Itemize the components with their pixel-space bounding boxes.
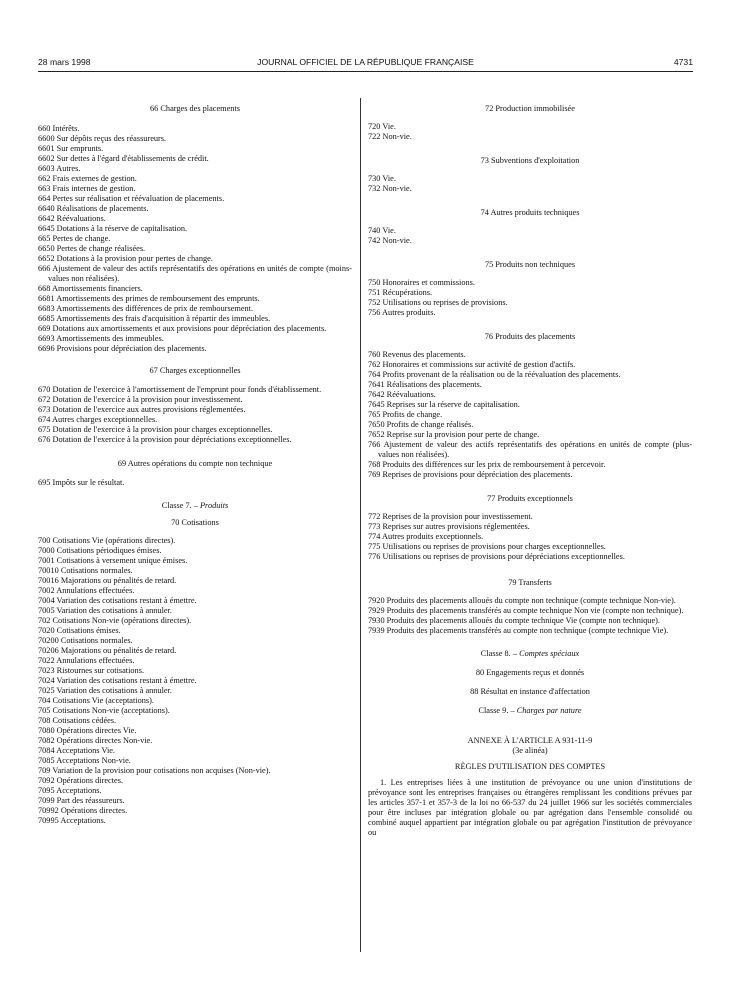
section-74-title: 74 Autres produits techniques bbox=[480, 208, 580, 217]
account-entry: 6600 Sur dépôts reçus des réassureurs. bbox=[38, 134, 167, 143]
classe-9-name: Charges par nature bbox=[516, 706, 582, 715]
account-entry: 7642 Réévaluations. bbox=[368, 390, 436, 399]
classe-8-name: Comptes spéciaux bbox=[519, 649, 580, 658]
account-entry: 666 Ajustement de valeur des actifs représentatifs des opérations en unités de compte (moins-values non réalisées). bbox=[38, 264, 352, 283]
account-entry: 7002 Annulations effectuées. bbox=[38, 586, 135, 595]
account-entry: 663 Frais internes de gestion. bbox=[38, 184, 136, 193]
account-entry: 7929 Produits des placements transférés au compte technique Non vie (compte non technique). bbox=[368, 606, 684, 615]
classe-9-prefix: Classe 9. – bbox=[478, 706, 517, 715]
account-entry: 730 Vie. bbox=[368, 174, 396, 183]
section-79-title: 79 Transferts bbox=[508, 578, 552, 587]
section-66-title: 66 Charges des placements bbox=[150, 104, 240, 113]
section-79-list bbox=[368, 596, 692, 636]
account-entry: 7099 Part des réassureurs. bbox=[38, 796, 125, 805]
annexe-heading: RÈGLES D'UTILISATION DES COMPTES bbox=[454, 762, 606, 771]
account-entry: 751 Récupérations. bbox=[368, 288, 433, 297]
account-entry: 7652 Reprise sur la provision pour perte de change. bbox=[368, 430, 540, 439]
account-entry: 672 Dotation de l'exercice à la provision pour investissement. bbox=[38, 395, 243, 404]
section-74-list bbox=[368, 226, 692, 246]
account-entry: 6683 Amortissements des différences de prix de remboursement. bbox=[38, 304, 254, 313]
annexe-paragraph: 1. Les entreprises liées à une institution de prévoyance ou une union d'institutions de prévoyance sont les entreprises françaises ou étrangères remplissant les conditions prévues par les articles 357-1 et 357-3 de la loi no 66-537 du 24 juillet 1966 sur les sociétés commerciales pour être incluses par intégration globale ou par agrégation dans l'ensemble consolidé ou combiné auquel appartient par intégration globale ou par agrégation l'institution de prévoyance ou bbox=[368, 778, 692, 837]
account-entry: 7939 Produits des placements transférés au compte non technique (compte technique Vie). bbox=[368, 626, 669, 635]
section-73-title: 73 Subventions d'exploitation bbox=[480, 156, 580, 165]
account-entry: 670 Dotation de l'exercice à l'amortissement de l'emprunt pour fonds d'établissement. bbox=[38, 385, 322, 394]
section-73-list bbox=[368, 174, 692, 194]
account-entry: 6640 Réalisations de placements. bbox=[38, 204, 149, 213]
account-entry: 660 Intérêts. bbox=[38, 124, 80, 133]
page-header bbox=[38, 57, 693, 71]
account-entry: 662 Frais externes de gestion. bbox=[38, 174, 137, 183]
account-entry: 7020 Cotisations émises. bbox=[38, 626, 121, 635]
account-entry: 7920 Produits des placements alloués du compte non technique (compte technique Non-vie). bbox=[368, 596, 676, 605]
account-entry: 766 Ajustement de valeur des actifs représentatifs des opérations en unités de compte (plus-values non réalisées). bbox=[368, 440, 692, 459]
account-entry: 70995 Acceptations. bbox=[38, 816, 106, 825]
right-column bbox=[368, 104, 692, 838]
classe-9-heading bbox=[368, 706, 692, 716]
account-entry: 695 Impôts sur le résultat. bbox=[38, 478, 125, 487]
account-entry: 675 Dotation de l'exercice à la provision pour charges exceptionnelles. bbox=[38, 425, 273, 434]
account-entry: 6650 Pertes de change réalisées. bbox=[38, 244, 146, 253]
account-entry: 732 Non-vie. bbox=[368, 184, 412, 193]
account-entry: 765 Profits de change. bbox=[368, 410, 443, 419]
account-entry: 7645 Reprises sur la réserve de capitalisation. bbox=[368, 400, 520, 409]
account-entry: 7650 Profits de change réalisés. bbox=[368, 420, 474, 429]
section-70-title: 70 Cotisations bbox=[171, 518, 219, 527]
account-entry: 752 Utilisations ou reprises de provisions. bbox=[368, 298, 508, 307]
account-entry: 756 Autres produits. bbox=[368, 308, 436, 317]
account-entry: 772 Reprises de la provision pour investissement. bbox=[368, 512, 533, 521]
account-entry: 7005 Variation des cotisations à annuler. bbox=[38, 606, 172, 615]
account-entry: 7085 Acceptations Non-vie. bbox=[38, 756, 131, 765]
account-entry: 70010 Cotisations normales. bbox=[38, 566, 133, 575]
annexe-title: ANNEXE À L'ARTICLE A 931-11-9 bbox=[467, 736, 593, 745]
account-entry: 7084 Acceptations Vie. bbox=[38, 746, 116, 755]
section-76-title: 76 Produits des placements bbox=[484, 332, 576, 341]
account-entry: 6602 Sur dettes à l'égard d'établissements de crédit. bbox=[38, 154, 209, 163]
account-entry: 6601 Sur emprunts. bbox=[38, 144, 104, 153]
account-entry: 7092 Opérations directes. bbox=[38, 776, 124, 785]
account-entry: 6685 Amortissements des frais d'acquisition à répartir des immeubles. bbox=[38, 314, 271, 323]
section-76-list bbox=[368, 350, 692, 480]
account-entry: 760 Revenus des placements. bbox=[368, 350, 466, 359]
section-69-list bbox=[38, 478, 352, 488]
account-entry: 7022 Annulations effectuées. bbox=[38, 656, 135, 665]
account-entry: 773 Reprises sur autres provisions réglementées. bbox=[368, 522, 530, 531]
account-entry: 7025 Variation des cotisations à annuler. bbox=[38, 686, 172, 695]
account-entry: 6652 Dotations à la provision pour pertes de change. bbox=[38, 254, 213, 263]
account-entry: 6681 Amortissements des primes de remboursement des emprunts. bbox=[38, 294, 260, 303]
section-77-title: 77 Produits exceptionnels bbox=[487, 494, 573, 503]
account-entry: 775 Utilisations ou reprises de provisions pour charges exceptionnelles. bbox=[368, 542, 606, 551]
account-entry: 7024 Variation des cotisations restant à émettre. bbox=[38, 676, 197, 685]
section-67-list bbox=[38, 385, 352, 445]
annexe-subtitle: (3e alinéa) bbox=[512, 746, 548, 755]
account-entry: 704 Cotisations Vie (acceptations). bbox=[38, 696, 154, 705]
account-entry: 700 Cotisations Vie (opérations directes). bbox=[38, 536, 176, 545]
section-75-list bbox=[368, 278, 692, 318]
account-entry: 776 Utilisations ou reprises de provisions pour dépréciations exceptionnelles. bbox=[368, 552, 625, 561]
account-entry: 676 Dotation de l'exercice à la provision pour dépréciations exceptionnelles. bbox=[38, 435, 292, 444]
column-divider bbox=[360, 98, 361, 952]
classe-8-heading bbox=[368, 649, 692, 659]
account-entry: 709 Variation de la provision pour cotisations non acquises (Non-vie). bbox=[38, 766, 271, 775]
account-entry: 769 Reprises de provisions pour dépréciation des placements. bbox=[368, 470, 573, 479]
account-entry: 665 Pertes de change. bbox=[38, 234, 111, 243]
account-entry: 750 Honoraires et commissions. bbox=[368, 278, 475, 287]
classe-7-name: Produits bbox=[199, 501, 229, 510]
section-77-list bbox=[368, 512, 692, 562]
section-72-title: 72 Production immobilisée bbox=[485, 104, 575, 113]
account-entry: 70992 Opérations directes. bbox=[38, 806, 128, 815]
account-entry: 70206 Majorations ou pénalités de retard. bbox=[38, 646, 177, 655]
account-entry: 6645 Dotations à la réserve de capitalisation. bbox=[38, 224, 188, 233]
account-entry: 7023 Ristournes sur cotisations. bbox=[38, 666, 145, 675]
account-entry: 7004 Variation des cotisations restant à émettre. bbox=[38, 596, 197, 605]
account-entry: 702 Cotisations Non-vie (opérations directes). bbox=[38, 616, 192, 625]
account-entry: 7930 Produits des placements alloués du compte technique Vie (compte non technique). bbox=[368, 616, 660, 625]
account-entry: 673 Dotation de l'exercice aux autres provisions réglementées. bbox=[38, 405, 246, 414]
account-entry: 6642 Réévaluations. bbox=[38, 214, 106, 223]
header-page-number: 4731 bbox=[673, 57, 693, 67]
account-entry: 768 Produits des différences sur les prix de remboursement à percevoir. bbox=[368, 460, 606, 469]
account-entry: 705 Cotisations Non-vie (acceptations). bbox=[38, 706, 170, 715]
header-rule bbox=[38, 71, 693, 72]
account-entry: 668 Amortissements financiers. bbox=[38, 284, 143, 293]
classe-8-prefix: Classe 8. – bbox=[480, 649, 520, 658]
account-entry: 6603 Autres. bbox=[38, 164, 81, 173]
account-entry: 674 Autres charges exceptionnelles. bbox=[38, 415, 158, 424]
account-entry: 7080 Opérations directes Vie. bbox=[38, 726, 137, 735]
section-88-title: 88 Résultat en instance d'affectation bbox=[470, 687, 590, 696]
section-66-list bbox=[38, 124, 352, 354]
account-entry: 7082 Opérations directes Non-vie. bbox=[38, 736, 153, 745]
account-entry: 7000 Cotisations périodiques émises. bbox=[38, 546, 162, 555]
account-entry: 70016 Majorations ou pénalités de retard. bbox=[38, 576, 177, 585]
account-entry: 669 Dotations aux amortissements et aux provisions pour dépréciation des placements. bbox=[38, 324, 327, 333]
header-journal-title: JOURNAL OFFICIEL DE LA RÉPUBLIQUE FRANÇAISE bbox=[257, 57, 474, 67]
header-date: 28 mars 1998 bbox=[38, 57, 91, 67]
account-entry: 722 Non-vie. bbox=[368, 132, 412, 141]
account-entry: 70200 Cotisations normales. bbox=[38, 636, 133, 645]
section-67-title: 67 Charges exceptionnelles bbox=[149, 366, 241, 375]
account-entry: 762 Honoraires et commissions sur activité de gestion d'actifs. bbox=[368, 360, 576, 369]
account-entry: 6696 Provisions pour dépréciation des placements. bbox=[38, 344, 207, 353]
account-entry: 7095 Acceptations. bbox=[38, 786, 102, 795]
account-entry: 740 Vie. bbox=[368, 226, 396, 235]
section-80-title: 80 Engagements reçus et donnés bbox=[475, 668, 585, 677]
section-75-title: 75 Produits non techniques bbox=[484, 260, 576, 269]
account-entry: 7641 Réalisations des placements. bbox=[368, 380, 482, 389]
section-70-list bbox=[38, 536, 352, 826]
section-72-list bbox=[368, 122, 692, 142]
left-column bbox=[38, 104, 352, 826]
account-entry: 664 Pertes sur réalisation et réévaluation de placements. bbox=[38, 194, 225, 203]
account-entry: 774 Autres produits exceptionnels. bbox=[368, 532, 484, 541]
section-69-title: 69 Autres opérations du compte non technique bbox=[117, 459, 273, 468]
account-entry: 6693 Amortissements des immeubles. bbox=[38, 334, 164, 343]
account-entry: 708 Cotisations cédées. bbox=[38, 716, 117, 725]
account-entry: 7001 Cotisations à versement unique émises. bbox=[38, 556, 188, 565]
account-entry: 742 Non-vie. bbox=[368, 236, 412, 245]
account-entry: 720 Vie. bbox=[368, 122, 396, 131]
classe-7-prefix: Classe 7. – bbox=[161, 501, 200, 510]
classe-7-heading bbox=[38, 501, 352, 511]
account-entry: 764 Profits provenant de la réalisation ou de la réévaluation des placements. bbox=[368, 370, 621, 379]
